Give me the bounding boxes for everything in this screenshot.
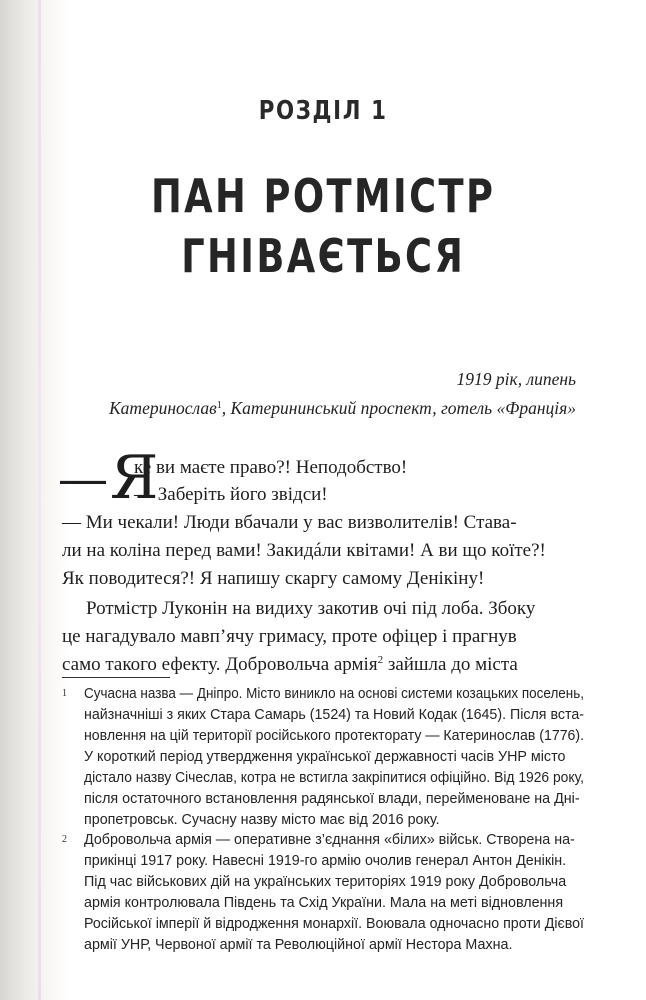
footnote-2-line-3: Під час військових дій на українських територіях 1919 року Добровольча	[84, 874, 567, 890]
body-line-5: Як поводитеся?! Я напишу скаргу самому Денікіну!	[62, 568, 485, 589]
body-line-3: — Ми чекали! Люди вбачали у вас визволителів! Става-	[62, 512, 517, 533]
footnote-2-line-2: прикінці 1917 року. Навесні 1919-го армію очолив генерал Антон Денікін.	[84, 853, 567, 869]
chapter-title-line-2: ГНІВАЄТЬСЯ	[181, 229, 466, 283]
footnote-1-line-1: Сучасна назва — Дніпро. Місто виникло на основі системи козацьких поселень,	[84, 686, 585, 702]
footnote-1-line-4: У короткий період утвердження української державності часів УНР місто	[84, 749, 566, 765]
footnote-1-number: 1	[62, 688, 67, 699]
footnote-1-line-3: новлення на цій території російського протекторату — Катеринослав (1776).	[84, 728, 585, 744]
footnote-1-line-6: після остаточного встановлення радянської влади, перейменоване на Дні-	[84, 791, 580, 807]
footnote-1-line-7: пропетровськ. Сучасну назву місто має від 2016 року.	[84, 812, 440, 828]
body-line-2: — Заберіть його звідси!	[134, 484, 328, 505]
body-line-8-tail: зайшла до міста	[383, 654, 518, 675]
dateline-place	[109, 398, 576, 419]
body-line-8-text: само такого ефекту. Добровольча армія	[62, 654, 378, 675]
footnote-1-line-2: найзначніші з яких Стара Самарь (1524) та Новий Кодак (1645). Після вста-	[84, 707, 584, 723]
footnote-ref-1: 1	[216, 400, 222, 411]
dateline-city: Катеринослав	[109, 398, 217, 418]
footnote-separator	[62, 677, 170, 678]
footnote-1-line-5: дістало назву Січеслав, котра не встигла закріпитися офіційно. Від 1926 року,	[84, 770, 584, 786]
dateline-date: 1919 рік, липень	[456, 369, 576, 389]
footnote-2-line-6: армії УНР, Червоної армії та Революційної армії Нестора Махна.	[84, 937, 513, 953]
body-line-4: ли на коліна перед вами! Закидáли квітами! А ви що коїте?!	[62, 540, 546, 561]
dateline-address: , Катерининський проспект, готель «Франція»	[221, 398, 576, 418]
body-line-7: це нагадувало мавп’ячу гримасу, проте офіцер і прагнув	[62, 626, 517, 647]
footnote-ref-2: 2	[377, 654, 384, 666]
chapter-label: РОЗДІЛ 1	[258, 96, 388, 126]
chapter-title-line-1: ПАН РОТМІСТР	[150, 169, 496, 223]
body-line-1: ке ви маєте право?! Неподобство!	[134, 457, 408, 478]
footnote-2-line-5: Російської імперії й відродження монархії. Воювала одночасно проти Дієвої	[84, 916, 585, 932]
drop-cap-dash: —	[60, 452, 106, 504]
chapter-title	[65, 166, 582, 286]
footnote-2-line-1: Добровольча армія — оперативне з’єднання «білих» військ. Створена на-	[84, 832, 575, 848]
drop-cap-letter: Я	[110, 443, 159, 513]
footnote-2-number: 2	[62, 834, 67, 845]
body-line-6: Ротмістр Луконін на видиху закотив очі під лоба. Збоку	[86, 598, 536, 619]
footnote-2-line-4: армія контролювала Південь та Схід України. Мала на меті відновлення	[84, 895, 564, 911]
body-line-8	[62, 654, 518, 676]
